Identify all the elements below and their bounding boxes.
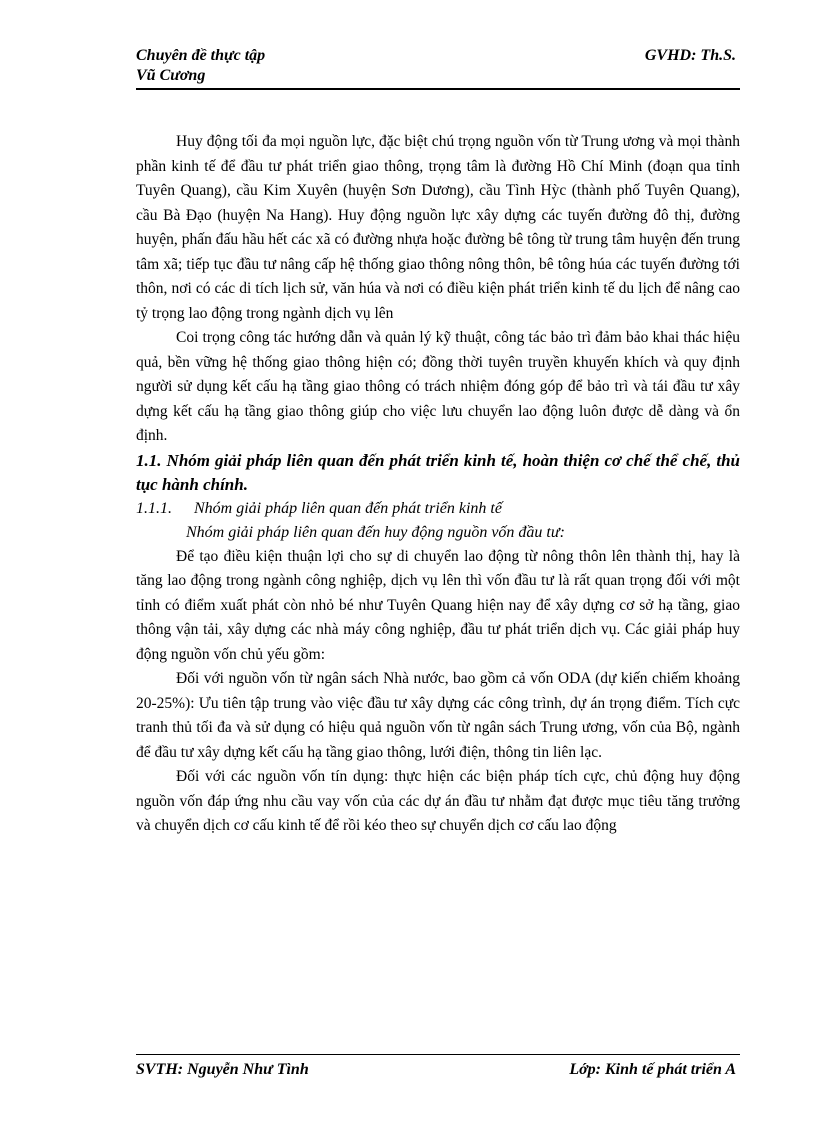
page-header xyxy=(136,44,740,90)
header-left xyxy=(136,46,265,86)
footer-student: SVTH: Nguyễn Như Tình xyxy=(136,1061,309,1078)
header-course-title: Chuyên đề thực tập xyxy=(136,47,266,64)
header-author: Vũ Cương xyxy=(136,67,206,84)
section-number: 1.1.1. xyxy=(136,499,172,517)
paragraph-4: Đối với nguồn vốn từ ngân sách Nhà nước, bao gồm cả vốn ODA (dự kiến chiếm khoảng 20-25%): Ưu tiên tập trung vào việc đầu tư xây dựng các công trình, dự án trọng điểm. Tích cực tranh thủ tối đa và sử dụng có hiệu quả nguồn vốn từ ngân sách Trung ương, vốn của Bộ, ngành để đầu tư xây dựng kết cấu hạ tầng giao thông, lưới điện, thông tin liên lạc. xyxy=(136,670,740,761)
footer-class: Lớp: Kinh tế phát triển A xyxy=(569,1061,736,1078)
paragraph-2: Coi trọng công tác hướng dẫn và quản lý kỹ thuật, công tác bảo trì đảm bảo khai thác hiệu quả, bền vững hệ thống giao thông hiện có; đồng thời tuyên truyền khuyến khích và quy định người sử dụng kết cấu hạ tầng giao thông có trách nhiệm đóng góp để bảo trì và tái đầu tư xây dựng kết cấu hạ tầng giao thông giúp cho việc lưu chuyển lao động luôn được dễ dàng và ổn định. xyxy=(136,329,740,444)
document-body xyxy=(136,130,740,839)
paragraph-3: Để tạo điều kiện thuận lợi cho sự di chuyển lao động từ nông thôn lên thành thị, hay là tăng lao động trong ngành công nghiệp, dịch vụ lên thì vốn đầu tư là rất quan trọng đối với một tỉnh có điểm xuất phát còn nhỏ bé như Tuyên Quang hiện nay để xây dựng cơ sở hạ tầng, giao thông vận tải, xây dựng các nhà máy công nghiệp, đầu tư phát triển dịch vụ. Các giải pháp huy động nguồn vốn chủ yếu gồm: xyxy=(136,547,740,663)
paragraph-1: Huy động tối đa mọi nguồn lực, đặc biệt chú trọng nguồn vốn từ Trung ương và mọi thành phần kinh tế để đầu tư phát triển giao thông, trọng tâm là đường Hồ Chí Minh (đoạn qua tỉnh Tuyên Quang), cầu Kim Xuyên (huyện Sơn Dương), cầu Tình Hỳc (thành phố Tuyên Quang), cầu Bà Đạo (huyện Na Hang). Huy động nguồn lực xây dựng các tuyến đường đô thị, đường huyện, phấn đấu hầu hết các xã có đường nhựa hoặc đường bê tông từ trung tâm huyện đến trung tâm xã; tiếp tục đầu tư nâng cấp hệ thống giao thông nông thôn, bê tông húa các tuyến đường tới thôn, nơi có các di tích lịch sử, văn húa và nơi có điều kiện phát triển kinh tế du lịch để nâng cao tỷ trọng lao động trong ngành dịch vụ lên xyxy=(136,133,740,322)
paragraph-5: Đối với các nguồn vốn tín dụng: thực hiện các biện pháp tích cực, chủ động huy động nguồn vốn đáp ứng nhu cầu vay vốn của các dự án đầu tư nhằm đạt được mục tiêu tăng trưởng và chuyển dịch cơ cấu kinh tế để rồi kéo theo sự chuyển dịch cơ cấu lao động xyxy=(136,768,740,834)
subsection-heading: Nhóm giải pháp liên quan đến huy động nguồn vốn đầu tư: xyxy=(186,523,565,541)
section-heading-1-1: 1.1. Nhóm giải pháp liên quan đến phát triển kinh tế, hoàn thiện cơ chế thể chế, thủ tục hành chính. xyxy=(136,450,740,494)
header-supervisor: GVHD: Th.S. xyxy=(644,47,736,64)
section-heading-1-1-1 xyxy=(136,497,740,521)
section-title: Nhóm giải pháp liên quan đến phát triển kinh tế xyxy=(194,499,502,517)
page-footer xyxy=(136,1054,740,1085)
